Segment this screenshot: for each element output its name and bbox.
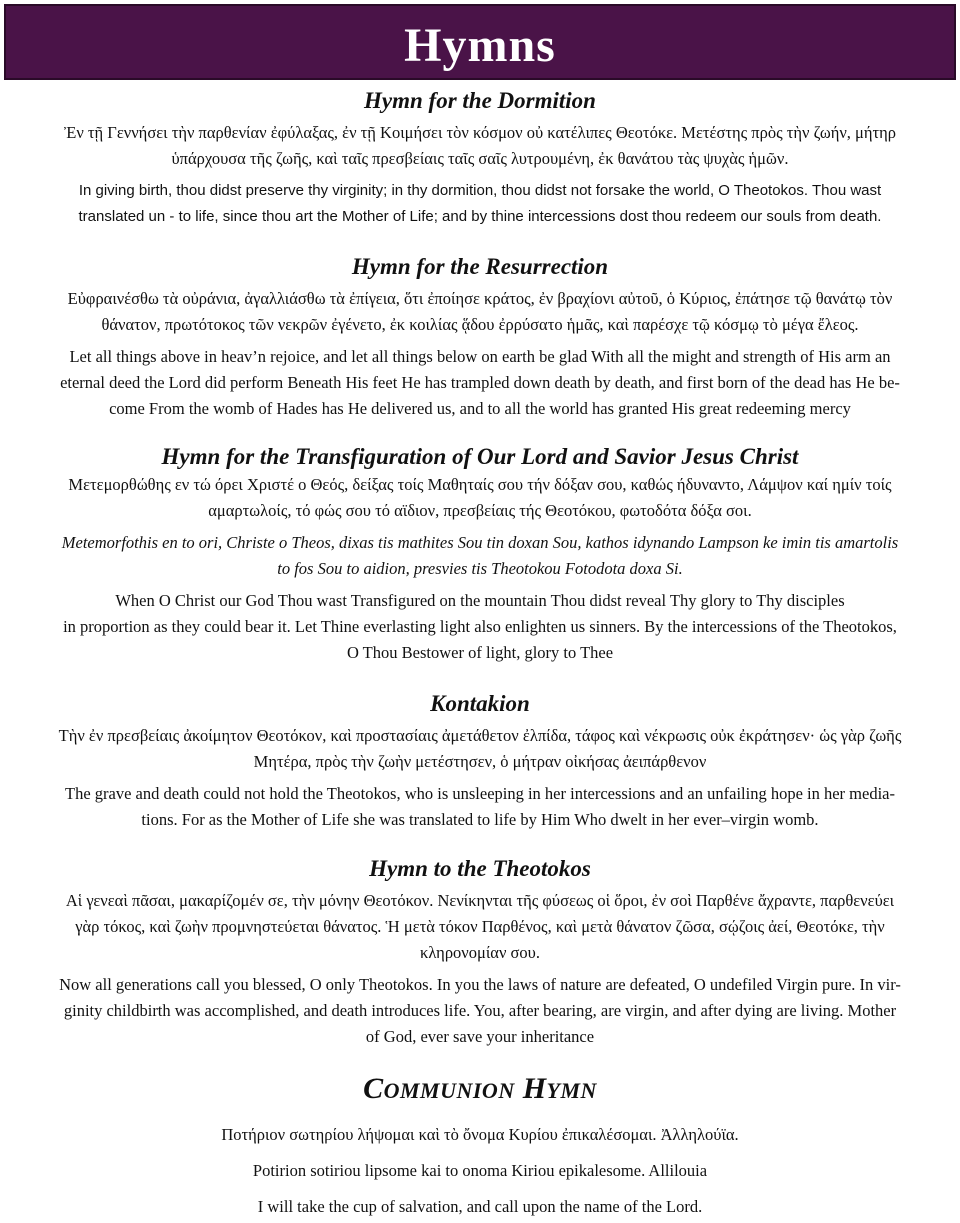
kontakion-english-line: tions. For as the Mother of Life she was translated to life by Him Who dwelt in her ever–virgin womb. xyxy=(141,810,819,829)
heading-theotokos: Hymn to the Theotokos xyxy=(369,856,591,881)
theotokos-english xyxy=(0,972,960,1050)
resurrection-english-line: eternal deed the Lord did perform Beneath His feet He has trampled down death by death, and first born of the dead has He be- xyxy=(60,373,900,392)
heading-transfiguration: Hymn for the Transfiguration of Our Lord and Savior Jesus Christ xyxy=(161,444,799,469)
section-resurrection xyxy=(0,254,960,422)
transfiguration-english xyxy=(0,588,960,666)
heading-communion-cap1: C xyxy=(363,1072,384,1105)
title-banner xyxy=(4,4,956,80)
resurrection-greek-line: Εὐφραινέσθω τὰ οὐράνια, ἀγαλλιάσθω τὰ ἐπίγεια, ὅτι ἐποίησε κράτος, ἐν βραχίονι αὐτοῦ, ὁ Κύριος, ἐπάτησε τῷ θανάτῳ τὸν xyxy=(67,289,893,308)
heading-communion-rest2: YMN xyxy=(546,1078,597,1103)
theotokos-greek xyxy=(0,888,960,966)
transfiguration-greek-line: Μετεμορθώθης εν τώ όρει Χριστέ ο Θεός, δείξας τοίς Μαθηταίς σου τήν δόξαν σου, καθώς ήδυναντο, Λάμψον καί ημίν τοίς xyxy=(68,475,892,494)
transfiguration-english-line: in proportion as they could bear it. Let Thine everlasting light also enlighten us sinners. By the intercessions of the Theotokos, xyxy=(63,617,897,636)
theotokos-english-line: Now all generations call you blessed, O only Theotokos. In you the laws of nature are defeated, O undefiled Virgin pure. In vir- xyxy=(59,975,901,994)
kontakion-greek xyxy=(0,723,960,775)
transfiguration-english-line: O Thou Bestower of light, glory to Thee xyxy=(346,643,614,662)
theotokos-greek-line: Αἱ γενεαὶ πᾶσαι, μακαρίζομέν σε, τὴν μόνην Θεοτόκον. Νενίκηνται τῆς φύσεως οἱ ὅροι, ἐν σοὶ Παρθένε ἄχραντε, παρθενεύει xyxy=(65,891,895,910)
kontakion-greek-line: Τὴν ἐν πρεσβείαις ἀκοίμητον Θεοτόκον, καὶ προστασίαις ἀμετάθετον ἐλπίδα, τάφος καὶ νέκρωσις οὐκ ἐκράτησεν· ὡς γὰρ ζωῆς xyxy=(58,726,902,745)
section-communion xyxy=(0,1072,960,1220)
resurrection-english xyxy=(0,344,960,422)
kontakion-greek-line: Μητέρα, πρὸς τὴν ζωὴν μετέστησεν, ὁ μήτραν οἰκήσας ἀειπάρθενον xyxy=(253,752,707,771)
transfiguration-translit-line: Metemorfothis en to ori, Christe o Theos, dixas tis mathites Sou tin doxan Sou, kathos idynando Lampson ke imin tis amartolis xyxy=(61,533,899,552)
communion-greek: Ποτήριον σωτηρίου λήψομαι καὶ τὸ ὄνομα Κυρίου ἐπικαλέσομαι. Ἀλληλούϊα. xyxy=(221,1125,739,1144)
dormition-greek xyxy=(0,120,960,172)
section-theotokos xyxy=(0,856,960,1050)
section-kontakion xyxy=(0,691,960,833)
heading-dormition: Hymn for the Dormition xyxy=(364,88,596,113)
theotokos-greek-line: κληρονομίαν σου. xyxy=(420,943,540,962)
dormition-english xyxy=(0,178,960,230)
section-dormition xyxy=(0,88,960,230)
heading-communion-cap2: H xyxy=(522,1072,547,1105)
heading-kontakion: Kontakion xyxy=(430,691,530,716)
dormition-greek-line: ὑπάρχουσα τῆς ζωῆς, καὶ ταῖς πρεσβείαις ταῖς σαῖς λυτρουμένη, ἐκ θανάτου τὰς ψυχὰς ἡμῶν. xyxy=(171,149,789,168)
heading-communion-rest1: OMMUNION xyxy=(383,1078,515,1103)
transfiguration-greek xyxy=(0,472,960,524)
dormition-english-line: translated un - to life, since thou art the Mother of Life; and by thine intercessions dost thou redeem our souls from death. xyxy=(78,208,882,225)
kontakion-english xyxy=(0,781,960,833)
resurrection-english-line: come From the womb of Hades has He delivered us, and to all the world has granted His great redeeming mercy xyxy=(109,399,851,418)
theotokos-english-line: of God, ever save your inheritance xyxy=(365,1027,595,1046)
section-transfiguration xyxy=(0,444,960,666)
heading-resurrection: Hymn for the Resurrection xyxy=(351,254,609,279)
resurrection-greek xyxy=(0,286,960,338)
theotokos-greek-line: γὰρ τόκος, καὶ ζωὴν προμνηστεύεται θάνατος. Ἡ μετὰ τόκον Παρθένος, καὶ μετὰ θάνατον ζῶσα, σῴζοις ἀεί, Θεοτόκε, τὴν xyxy=(75,917,885,936)
theotokos-english-line: ginity childbirth was accomplished, and death introduces life. You, after bearing, are virgin, and after dying are living. Mother xyxy=(63,1001,897,1020)
page-title: Hymns xyxy=(404,18,556,72)
transfiguration-english-line: When O Christ our God Thou wast Transfigured on the mountain Thou didst reveal Thy glory to Thy disciples xyxy=(115,591,845,610)
dormition-english-line: In giving birth, thou didst preserve thy virginity; in thy dormition, thou didst not forsake the world, O Theotokos. Thou wast xyxy=(78,182,882,199)
dormition-greek-line: Ἐν τῇ Γεννήσει τὴν παρθενίαν ἐφύλαξας, ἐν τῇ Κοιμήσει τὸν κόσμον οὐ κατέλιπες Θεοτόκε. Μετέστης πρὸς τὴν ζωήν, μήτηρ xyxy=(63,123,897,142)
kontakion-english-line: The grave and death could not hold the Theotokos, who is unsleeping in her intercessions and an unfailing hope in her media- xyxy=(65,784,895,803)
transfiguration-greek-line: αμαρτωλοίς, τό φώς σου τό αϊδιον, πρεσβείαις τής Θεοτόκου, φωτοδότα δόξα σοι. xyxy=(208,501,752,520)
transfiguration-transliteration xyxy=(0,530,960,582)
resurrection-english-line: Let all things above in heav’n rejoice, and let all things below on earth be glad With all the might and strength of His arm an xyxy=(69,347,891,366)
communion-english: I will take the cup of salvation, and call upon the name of the Lord. xyxy=(257,1197,703,1216)
heading-communion xyxy=(0,1072,960,1106)
resurrection-greek-line: θάνατον, πρωτότοκος τῶν νεκρῶν ἐγένετο, ἐκ κοιλίας ᾅδου ἐρρύσατο ἡμᾶς, καὶ παρέσχε τῷ κόσμῳ τὸ μέγα ἔλεος. xyxy=(101,315,859,334)
communion-transliteration: Potirion sotiriou lipsome kai to onoma Kiriou epikalesome. Allilouia xyxy=(252,1161,708,1180)
transfiguration-translit-line: to fos Sou to aidion, presvies tis Theotokou Fotodota doxa Si. xyxy=(277,559,683,578)
